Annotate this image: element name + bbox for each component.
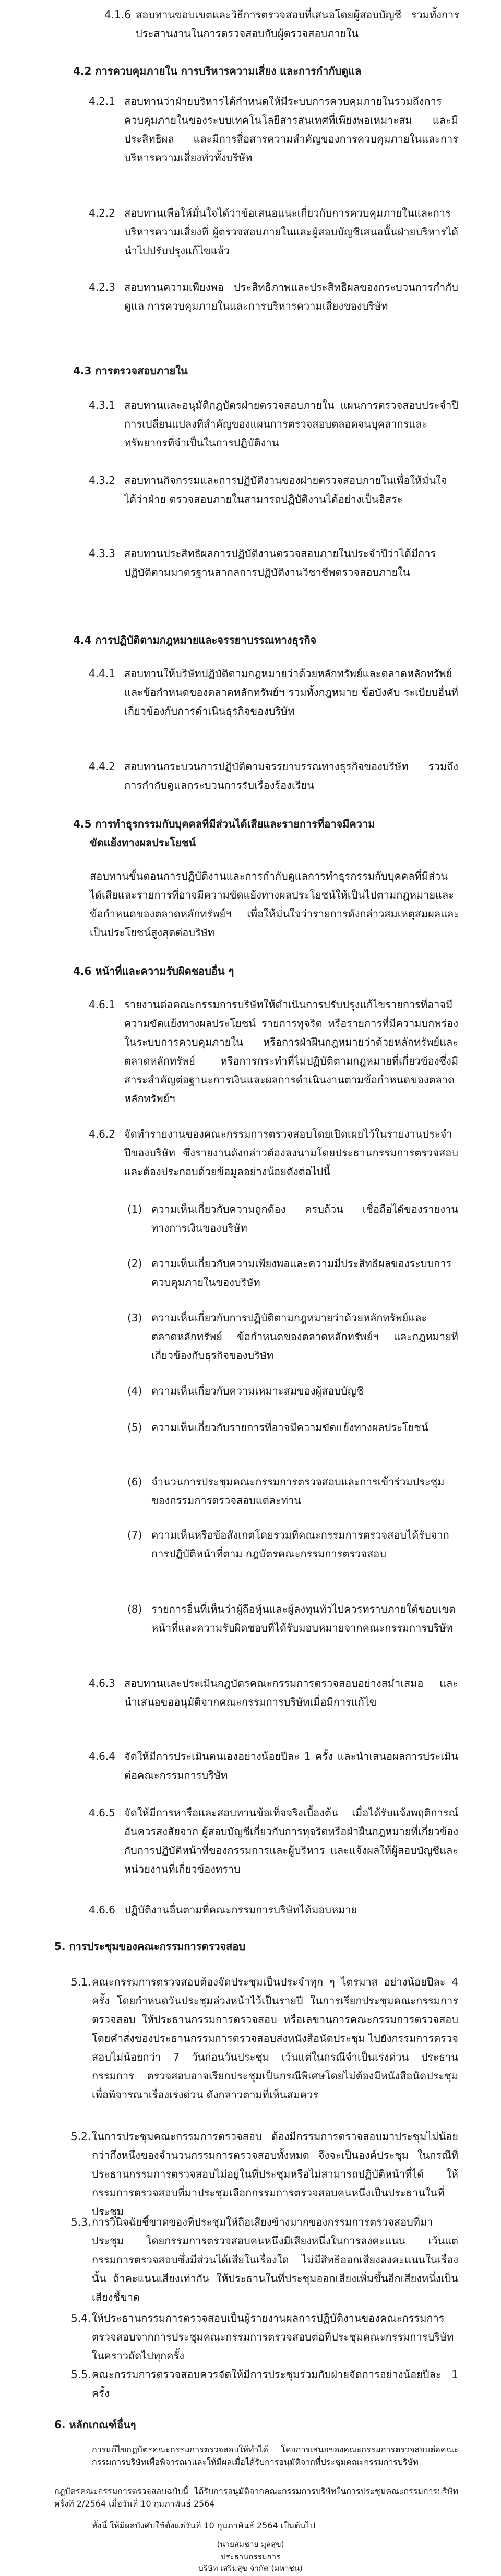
item-text: รายงานต่อคณะกรรมการบริษัทให้ดำเนินการปรับปรุงแก้ไขรายการที่อาจมีความขัดแย้งทางผลประโยชน์ รายการทุจริต หรือรายการที่มีความบกพร่องในระบบการควบคุมภายใน หรือการฝ่าฝืนกฎหมายว่าด้วยหลักทรัพย์และตลาดหลักทรัพย์ หรือการกระทำที่ไม่ปฏิบัติตามกฎหมายที่เกี่ยวข้องซึ่งมีสาระสำคัญต่อฐานะการเงินและผลการดำเนินงานตามข้อกำหนดของตลาดหลักทรัพย์ฯ xyxy=(124,998,458,1105)
item-number: 5.1. xyxy=(71,1976,91,1988)
approval-paragraph: กฎบัตรคณะกรรมการตรวจสอบฉบับนี้ ได้รับการอนุมัติจากคณะกรรมการบริษัทในการประชุมคณะกรรมการบริษัท ครั้งที่ 2/2564 เมื่อวันที่ 10 กุมภาพันธ์ 2564 xyxy=(54,2486,458,2509)
sub-item-number: (1) xyxy=(127,1203,142,1215)
item-text: คณะกรรมการตรวจสอบควรจัดให้มีการประชุมร่วมกับฝ่ายจัดการอย่างน้อยปีละ 1 ครั้ง xyxy=(92,2368,458,2400)
item-text: ปฏิบัติงานอื่นตามที่คณะกรรมการบริษัทได้มอบหมาย xyxy=(124,1904,357,1916)
item-number: 4.4.1 xyxy=(89,667,115,680)
item-text: สอบทานและประเมินกฎบัตรคณะกรรมการตรวจสอบอย่างสม่ำเสมอ และนำเสนอขออนุมัติจากคณะกรรมการบริษัทเมื่อมีการแก้ไข xyxy=(124,1677,458,1708)
sub-item-number: (7) xyxy=(127,1529,142,1541)
item-text: คณะกรรมการตรวจสอบต้องจัดประชุมเป็นประจำทุก ๆ ไตรมาส อย่างน้อยปีละ 4 ครั้ง โดยกำหนดวันประชุมล่วงหน้าไว้เป็นรายปี ในการเรียกประชุมคณะกรรมการตรวจสอบ ให้ประธานกรรมการตรวจสอบ หรือเลขานุการคณะกรรมการตรวจสอบโดยคำสั่งของประธานกรรมการตรวจสอบส่งหนังสือนัดประชุม ไปยังกรรมการตรวจสอบไม่น้อยกว่า 7 วันก่อนวันประชุม เว้นแต่ในกรณีจำเป็นเร่งด่วน ประธานกรรมการ ตรวจสอบอาจเรียกประชุมเป็นกรณีพิเศษโดยไม่ต้องมีหนังสือนัดประชุมเพื่อพิจารณาเรื่องเร่งด่วน ดังกล่าวตามที่เห็นสมควร xyxy=(92,1976,458,2101)
item-text: ให้ประธานกรรมการตรวจสอบเป็นผู้รายงานผลการปฏิบัติงานของคณะกรรมการตรวจสอบจากการประชุมคณะกรรมการตรวจสอบต่อที่ประชุมคณะกรรมการบริษัทในคราวถัดไปทุกครั้ง xyxy=(92,2312,454,2362)
item-number: 4.6.2 xyxy=(89,1128,115,1140)
item-number: 4.3.1 xyxy=(89,399,115,411)
section-heading-4-6: 4.6 หน้าที่และความรับผิดชอบอื่น ๆ xyxy=(73,965,234,977)
sub-item-number: (3) xyxy=(127,1311,142,1324)
sub-item-text: ความเห็นหรือข้อสังเกตโดยรวมที่คณะกรรมการตรวจสอบได้รับจากการปฏิบัติหน้าที่ตาม กฎบัตรคณะกรรมการตรวจสอบ xyxy=(151,1529,449,1560)
company-name: บริษัท เสริมสุข จำกัด (มหาชน) xyxy=(198,2563,303,2573)
sub-item-number: (5) xyxy=(127,1421,142,1434)
section-heading-6: 6. หลักเกณฑ์อื่นๆ xyxy=(54,2418,136,2431)
item-text: จัดให้มีการหารือและสอบทานข้อเท็จจริงเบื้องต้น เมื่อได้รับแจ้งพฤติการณ์อันควรสงสัยจาก ผู้สอบบัญชีเกี่ยวกับการทุจริตหรือฝ่าฝืนกฎหมายที่เกี่ยวข้องกับการปฏิบัติหน้าที่ของกรรมการและผู้บริหาร และแจ้งผลให้ผู้สอบบัญชีและหน่วยงานที่เกี่ยวข้องทราบ xyxy=(124,1806,458,1875)
item-text: สอบทานว่าฝ่ายบริหารได้กำหนดให้มีระบบการควบคุมภายในรวมถึงการควบคุมภายในของระบบเทคโนโลยีสารสนเทศที่เพียงพอเหมาะสม และมีประสิทธิผล และมีการสื่อสารความสำคัญของการควบคุมภายในและการบริหารความเสี่ยงทั่วทั้งบริษัท xyxy=(124,95,458,164)
item-text: สอบทานขอบเขตและวิธีการตรวจสอบที่เสนอโดยผู้สอบบัญชี รวมทั้งการประสานงานในการตรวจสอบกับผู้ตรวจสอบภายใน xyxy=(136,8,459,40)
item-number: 4.6.6 xyxy=(89,1904,115,1916)
item-number: 4.2.1 xyxy=(89,95,115,108)
item-number: 4.6.3 xyxy=(89,1677,115,1689)
paragraph: การแก้ไขกฎบัตรคณะกรรมการตรวจสอบให้ทำได้ โดยการเสนอของคณะกรรมการตรวจสอบต่อคณะกรรมการบริษัทเพื่อพิจารณาและให้มีผลเมื่อได้รับการอนุมัติจากที่ประชุมคณะกรรมการบริษัท xyxy=(92,2444,458,2467)
paragraph: สอบทานขั้นตอนการปฏิบัติงานและการกำกับดูแลการทำธุรกรรมกับบุคคลที่มีส่วนได้เสียและรายการที่อาจมีความขัดแย้งทางผลประโยชน์ให้เป็นไปตามกฎหมายและข้อกำหนดของตลาดหลักทรัพย์ฯ เพื่อให้มั่นใจว่ารายการดังกล่าวสมเหตุสมผลและเป็นประโยชน์สูงสุดต่อบริษัท xyxy=(90,870,459,939)
item-number: 5.5. xyxy=(71,2368,91,2381)
signatory-position: ประธานกรรมการ xyxy=(220,2552,281,2561)
sub-item-text: ความเห็นเกี่ยวกับความเพียงพอและความมีประสิทธิผลของระบบการควบคุมภายในของบริษัท xyxy=(151,1257,452,1289)
sub-item-text: จำนวนการประชุมคณะกรรมการตรวจสอบและการเข้าร่วมประชุมของกรรมการตรวจสอบแต่ละท่าน xyxy=(151,1475,445,1507)
sub-item-number: (4) xyxy=(127,1385,142,1397)
item-text: สอบทานให้บริษัทปฏิบัติตามกฎหมายว่าด้วยหลักทรัพย์และตลาดหลักทรัพย์ และข้อกำหนดของตลาดหลักทรัพย์ฯ รวมทั้งกฎหมาย ข้อบังคับ ระเบียบอื่นที่เกี่ยวข้องกับการดำเนินธุรกิจของบริษัท xyxy=(124,667,458,717)
item-text: สอบทานและอนุมัติกฎบัตรฝ่ายตรวจสอบภายใน แผนการตรวจสอบประจำปี การเปลี่ยนแปลงที่สำคัญของแผนการตรวจสอบตลอดจนบุคลากรและทรัพยากรที่จำเป็นในการปฏิบัติงาน xyxy=(124,399,458,449)
item-number: 5.2. xyxy=(71,2130,91,2143)
sub-item-text: ความเห็นเกี่ยวกับรายการที่อาจมีความขัดแย้งทางผลประโยชน์ xyxy=(151,1421,428,1434)
sub-item-text: ความเห็นเกี่ยวกับการปฏิบัติตามกฎหมายว่าด้วยหลักทรัพย์และตลาดหลักทรัพย์ ข้อกำหนดของตลาดหลักทรัพย์ฯ และกฎหมายที่เกี่ยวข้องกับธุรกิจของบริษัท xyxy=(151,1311,458,1362)
item-number: 5.4. xyxy=(71,2312,91,2324)
section-heading-4-2: 4.2 การควบคุมภายใน การบริหารความเสี่ยง และการกำกับดูแล xyxy=(73,65,362,77)
sub-item-number: (2) xyxy=(127,1257,142,1270)
item-text: จัดทำรายงานของคณะกรรมการตรวจสอบโดยเปิดเผยไว้ในรายงานประจำปีของบริษัท ซึ่งรายงานดังกล่าวต้องลงนามโดยประธานกรรมการตรวจสอบ และต้องประกอบด้วยข้อมูลอย่างน้อยดังต่อไปนี้ xyxy=(124,1128,458,1178)
effective-date: ทั้งนี้ ให้มีผลบังคับใช้ตั้งแต่วันที่ 10 กุมภาพันธ์ 2564 เป็นต้นไป xyxy=(92,2521,315,2531)
section-heading-4-3: 4.3 การตรวจสอบภายใน xyxy=(73,364,188,377)
item-number: 5.3. xyxy=(71,2216,91,2228)
item-text: สอบทานเพื่อให้มั่นใจได้ว่าข้อเสนอแนะเกี่ยวกับการควบคุมภายในและการบริหารความเสี่ยงที่ ผู้ตรวจสอบภายในและผู้สอบบัญชีเสนอนั้นฝ่ายบริหารได้นำไปปรับปรุงแก้ไขแล้ว xyxy=(124,207,458,257)
signatory-name: (นายสมชาย มุลสุข) xyxy=(217,2539,284,2549)
item-number: 4.2.3 xyxy=(89,281,115,293)
section-heading-5: 5. การประชุมของคณะกรรมการตรวจสอบ xyxy=(54,1940,246,1953)
sub-item-number: (8) xyxy=(127,1603,142,1615)
sub-item-text: ความเห็นเกี่ยวกับความเหมาะสมของผู้สอบบัญชี xyxy=(151,1385,364,1397)
item-number: 4.6.5 xyxy=(89,1806,115,1819)
sub-item-text: รายการอื่นที่เห็นว่าผู้ถือหุ้นและผู้ลงทุนทั่วไปควรทราบภายใต้ขอบเขตหน้าที่และความรับผิดชอบที่ได้รับมอบหมายจากคณะกรรมการบริษัท xyxy=(151,1603,456,1634)
section-heading-4-5: 4.5 การทำธุรกรรมกับบุคคลที่มีส่วนได้เสียและรายการที่อาจมีความ xyxy=(73,818,375,830)
item-text: สอบทานความเพียงพอ ประสิทธิภาพและประสิทธิผลของกระบวนการกำกับดูแล การควบคุมภายในและการบริหารความเสี่ยงของบริษัท xyxy=(124,281,458,312)
item-text: การวินิจฉัยชี้ขาดของที่ประชุมให้ถือเสียงข้างมากของกรรมการตรวจสอบที่มาประชุม โดยกรรมการตรวจสอบคนหนึ่งมีเสียงหนึ่งในการลงคะแนน เว้นแต่กรรมการตรวจสอบซึ่งมีส่วนได้เสียในเรื่องใด ไม่มีสิทธิออกเสียงลงคะแนนในเรื่องนั้น ถ้าคะแนนเสียงเท่ากัน ให้ประธานในที่ประชุมออกเสียงเพิ่มขึ้นอีกเสียงหนึ่งเป็นเสียงชี้ขาด xyxy=(92,2216,458,2303)
sub-item-number: (6) xyxy=(127,1475,142,1488)
item-number: 4.3.3 xyxy=(89,547,115,560)
item-text: ในการประชุมคณะกรรมการตรวจสอบ ต้องมีกรรมการตรวจสอบมาประชุมไม่น้อยกว่ากึ่งหนึ่งของจำนวนกรรมการตรวจสอบทั้งหมด จึงจะเป็นองค์ประชุม ในกรณีที่ประธานกรรมการตรวจสอบไม่อยู่ในที่ประชุมหรือไม่สามารถปฏิบัติหน้าที่ได้ ให้กรรมการตรวจสอบที่มาประชุมเลือกกรรมการตรวจสอบคนหนึ่งเป็นประธานในที่ประชุม xyxy=(92,2130,458,2218)
item-number: 4.6.4 xyxy=(89,1750,115,1763)
item-text: สอบทานประสิทธิผลการปฏิบัติงานตรวจสอบภายในประจำปีว่าได้มีการปฏิบัติตามมาตรฐานสากลการปฏิบัติงานวิชาชีพตรวจสอบภายใน xyxy=(124,547,436,578)
sub-item-text: ความเห็นเกี่ยวกับความถูกต้อง ครบถ้วน เชื่อถือได้ของรายงานทางการเงินของบริษัท xyxy=(151,1203,458,1234)
item-text: จัดให้มีการประเมินตนเองอย่างน้อยปีละ 1 ครั้ง และนำเสนอผลการประเมินต่อคณะกรรมการบริษัท xyxy=(124,1750,458,1781)
section-heading-4-4: 4.4 การปฏิบัติตามกฎหมายและจรรยาบรรณทางธุรกิจ xyxy=(73,634,317,646)
item-number: 4.3.2 xyxy=(89,474,115,487)
item-text: สอบทานกระบวนการปฏิบัติตามจรรยาบรรณทางธุรกิจของบริษัท รวมถึงการกำกับดูแลกระบวนการรับเรื่องร้องเรียน xyxy=(124,760,458,791)
item-number: 4.6.1 xyxy=(89,998,115,1011)
section-heading-4-5-cont: ขัดแย้งทางผลประโยชน์ xyxy=(90,836,196,849)
item-number: 4.2.2 xyxy=(89,207,115,219)
item-number: 4.4.2 xyxy=(89,760,115,773)
item-text: สอบทานกิจกรรมและการปฏิบัติงานของฝ่ายตรวจสอบภายในเพื่อให้มั่นใจได้ว่าฝ่าย ตรวจสอบภายในสามารถปฏิบัติงานได้อย่างเป็นอิสระ xyxy=(124,474,447,505)
item-number: 4.1.6 xyxy=(104,8,131,21)
